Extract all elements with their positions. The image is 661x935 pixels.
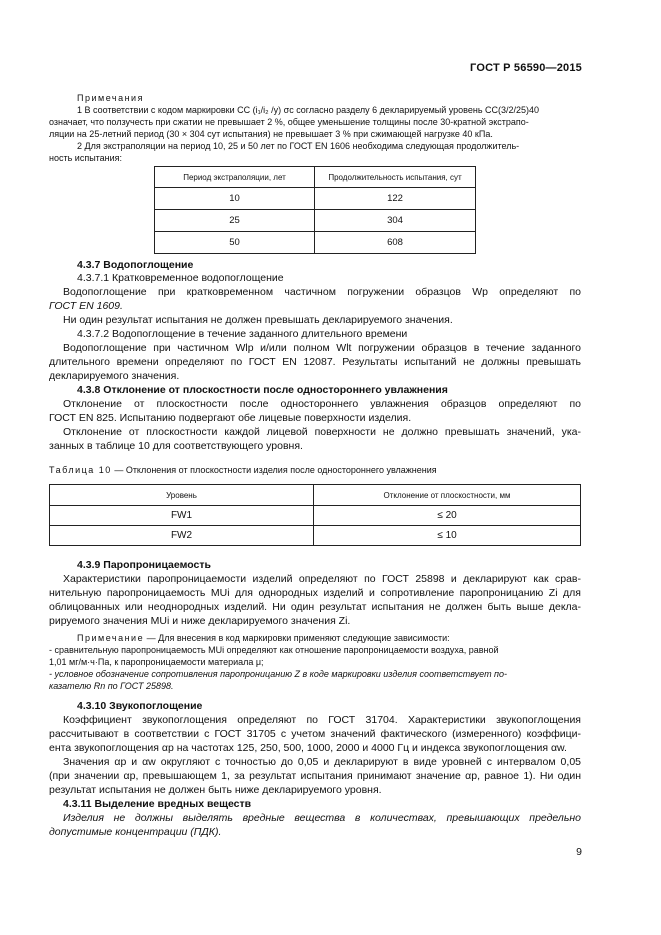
- note-line: казателю Rn по ГОСТ 25898.: [49, 681, 174, 691]
- paragraph-line: рассчитывают в соответствии с ГОСТ 31705 с учетом значений фактического (измеренного) коэффици-: [49, 728, 581, 740]
- paragraph-line: допустимые концентрации (ПДК).: [49, 826, 222, 838]
- section-heading: 4.3.8 Отклонение от плоскостности после одностороннего увлажнения: [77, 384, 448, 396]
- table-row: [155, 188, 476, 210]
- table-header-cell: Продолжительность испытания, сут: [315, 167, 476, 188]
- section-heading: 4.3.11 Выделение вредных веществ: [63, 798, 252, 810]
- note2-line1: 2 Для экстраполяции на период 10, 25 и 50 лет по ГОСТ EN 1606 необходима следующая продолжитель-: [77, 141, 520, 151]
- table-row: [155, 210, 476, 232]
- table-cell: ≤ 20: [314, 506, 581, 526]
- table-caption: [49, 464, 437, 477]
- paragraph-line: Водопоглощение при частичном Wlp и/или полном Wlt погружении образцов в течение заданного: [63, 342, 581, 354]
- paragraph-line: нительную паропроницаемость MUi для однородных изделий и сопротивление паропроницанию Zi для: [49, 587, 581, 599]
- paragraph-line: Отклонение от плоскостности каждой лицевой поверхности не должно превышать значений, ука-: [63, 426, 581, 438]
- table-row: [155, 232, 476, 254]
- note-heading: [77, 632, 450, 645]
- table-header-cell: Отклонение от плоскостности, мм: [314, 485, 581, 506]
- paragraph-line: ГОСТ EN 1609.: [49, 300, 123, 312]
- note1-line3: ляции на 25-летний период (30 × 304 сут испытания) не превышает 3 % при сжимающей нагрузке 40 кПа.: [49, 129, 493, 139]
- paragraph-line: Отклонение от плоскостности после одностороннего увлажнения образцов определяют по: [63, 398, 581, 410]
- paragraph-line: ГОСТ EN 825. Испытанию подвергают обе лицевые поверхности изделия.: [49, 412, 412, 424]
- paragraph-line: облицованных или неоднородных изделий. Ни один результат испытания не должен быть выше декла-: [49, 601, 581, 613]
- section-heading: 4.3.10 Звукопоглощение: [77, 700, 203, 712]
- paragraph-line: занных в таблице 10 для соответствующего уровня.: [49, 440, 303, 452]
- note-label: Примечание: [77, 633, 145, 643]
- subsection-heading: 4.3.7.1 Кратковременное водопоглощение: [77, 272, 284, 284]
- page-number: 9: [576, 846, 582, 858]
- paragraph-line: Водопоглощение при кратковременном частичном погружении образцов Wp определяют по: [63, 286, 581, 298]
- subsection-heading: 4.3.7.2 Водопоглощение в течение заданного длительного времени: [77, 328, 408, 340]
- table-cell: 122: [315, 188, 476, 210]
- paragraph-line: длительного времени определяют по ГОСТ EN 12087. Результаты испытаний не должны превышать: [49, 356, 581, 368]
- paragraph-line: декларируемого значения.: [49, 370, 180, 382]
- notes-title: Примечания: [77, 93, 144, 103]
- table-caption-text: — Отклонения от плоскостности изделия после одностороннего увлажнения: [111, 465, 437, 475]
- table-cell: FW1: [50, 506, 314, 526]
- section-heading: 4.3.7 Водопоглощение: [77, 259, 194, 271]
- table-cell: 10: [155, 188, 315, 210]
- note-line: 1,01 мг/м·ч·Па, к паропроницаемости материала μ;: [49, 657, 264, 667]
- table-cell: 304: [315, 210, 476, 232]
- table-header-cell: Уровень: [50, 485, 314, 506]
- table-cell: FW2: [50, 526, 314, 546]
- table-10: [49, 484, 581, 546]
- table-cell: ≤ 10: [314, 526, 581, 546]
- note-line: - сравнительную паропроницаемость MUi определяют как отношение паропроницаемости воздуха, равной: [49, 645, 499, 655]
- paragraph-line: (при значении αp, превышающем 1, за результат испытания принимают значение αp, равное 1). Ни один: [49, 770, 581, 782]
- table-cell: 608: [315, 232, 476, 254]
- paragraph-line: ента звукопоглощения αp на частотах 125, 250, 500, 1000, 2000 и 4000 Гц и индекса звукопоглощения αw.: [49, 742, 567, 754]
- table-row: [50, 526, 581, 546]
- extrapolation-table: [154, 166, 476, 254]
- table-header-row: [155, 167, 476, 188]
- paragraph-line: Коэффициент звукопоглощения определяют по ГОСТ 31704. Характеристики звукопоглощения: [63, 714, 581, 726]
- table-cell: 50: [155, 232, 315, 254]
- table-row: [50, 506, 581, 526]
- table-header-row: [50, 485, 581, 506]
- note2-line2: ность испытания:: [49, 153, 123, 163]
- section-heading: 4.3.9 Паропроницаемость: [77, 559, 211, 571]
- paragraph-line: рируемого значения MUi и ниже декларируемого значения Zi.: [49, 615, 351, 627]
- table-caption-label: Таблица 10: [49, 465, 112, 475]
- paragraph-line: Ни один результат испытания не должен превышать декларируемого значения.: [63, 314, 453, 326]
- note-line: - условное обозначение сопротивления паропроницанию Z в коде маркировки изделия соответствует по-: [49, 669, 508, 679]
- paragraph-line: результат испытания не должен быть ниже декларируемого уровня.: [49, 784, 382, 796]
- note1-line2: означает, что ползучесть при сжатии не превышает 2 %, общее уменьшение толщины после 30-кратной экстрапо-: [49, 117, 529, 127]
- table-header-cell: Период экстраполяции, лет: [155, 167, 315, 188]
- note1-line1: 1 В соответствии с кодом маркировки CC (i₁/i₂ /y) σc согласно разделу 6 декларируемый уровень CC(3/2/25)40: [77, 105, 540, 115]
- note-text: — Для внесения в код маркировки применяют следующие зависимости:: [144, 633, 450, 643]
- paragraph-line: Характеристики паропроницаемости изделий определяют по ГОСТ 25898 и декларируют как срав-: [63, 573, 581, 585]
- paragraph-line: Изделия не должны выделять вредные вещества в количествах, превышающих предельно: [63, 812, 581, 824]
- table-cell: 25: [155, 210, 315, 232]
- paragraph-line: Значения αp и αw округляют с точностью до 0,05 и декларируют в виде уровней с интервалом 0,05: [63, 756, 581, 768]
- document-header: ГОСТ Р 56590—2015: [470, 62, 582, 74]
